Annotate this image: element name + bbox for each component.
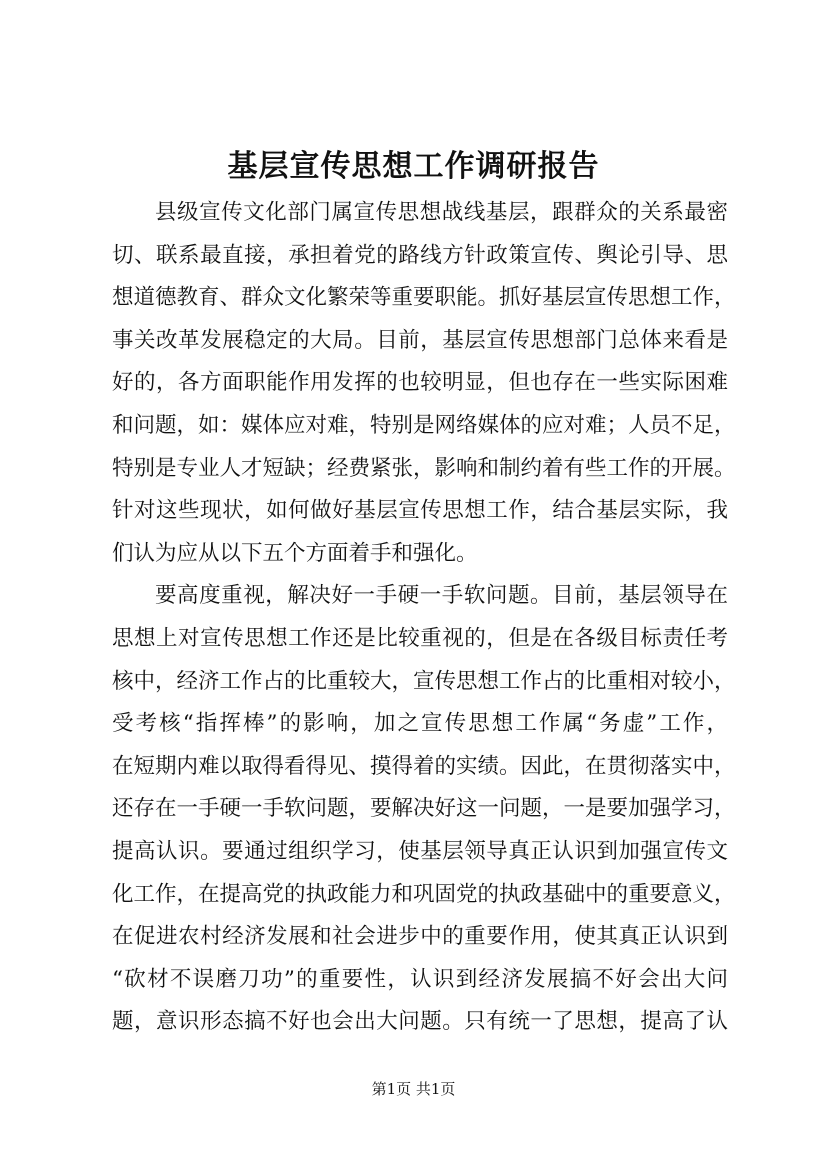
paragraph-2-line-9: 在促进农村经济发展和社会进步中的重要作用，使其真正认识到 — [112, 924, 728, 950]
document-body — [112, 192, 736, 1044]
paragraph-2-line-3: 核中，经济工作占的比重较大，宣传思想工作占的比重相对较小， — [112, 668, 736, 694]
paragraph-2-line-10: “砍材不误磨刀功”的重要性，认识到经济发展搞不好会出大问 — [112, 966, 728, 992]
paragraph-2-line-1: 要高度重视，解决好一手硬一手软问题。目前，基层领导在 — [155, 583, 728, 609]
paragraph-1-line-4: 事关改革发展稳定的大局。目前，基层宣传思想部门总体来看是 — [112, 327, 728, 353]
paragraph-2-line-11: 题，意识形态搞不好也会出大问题。只有统一了思想，提高了认 — [112, 1009, 728, 1035]
paragraph-1-line-5: 好的，各方面职能作用发挥的也较明显，但也存在一些实际困难 — [112, 370, 728, 396]
paragraph-1-line-8: 针对这些现状，如何做好基层宣传思想工作，结合基层实际，我 — [112, 498, 728, 524]
paragraph-1-line-3: 想道德教育、群众文化繁荣等重要职能。抓好基层宣传思想工作， — [112, 285, 736, 311]
paragraph-2-line-4: 受考核“指挥棒”的影响，加之宣传思想工作属“务虚”工作， — [112, 711, 728, 737]
paragraph-2-line-2: 思想上对宣传思想工作还是比较重视的，但是在各级目标责任考 — [112, 625, 728, 651]
paragraph-2-line-7: 提高认识。要通过组织学习，使基层领导真正认识到加强宣传文 — [112, 838, 728, 864]
paragraph-1-line-6: 和问题，如：媒体应对难，特别是网络媒体的应对难；人员不足， — [112, 412, 736, 438]
paragraph-1-line-7: 特别是专业人才短缺；经费紧张，影响和制约着有些工作的开展。 — [112, 455, 736, 481]
paragraph-2-line-5: 在短期内难以取得看得见、摸得着的实绩。因此，在贯彻落实中， — [112, 753, 736, 779]
paragraph-2-line-8: 化工作，在提高党的执政能力和巩固党的执政基础中的重要意义， — [112, 881, 736, 907]
paragraph-1-line-9: 们认为应从以下五个方面着手和强化。 — [112, 540, 478, 566]
paragraph-1-line-2: 切、联系最直接，承担着党的路线方针政策宣传、舆论引导、思 — [112, 242, 728, 268]
paragraph-2-line-6: 还存在一手硬一手软问题，要解决好这一问题，一是要加强学习， — [112, 796, 736, 822]
page-title: 基层宣传思想工作调研报告 — [227, 149, 600, 184]
page-footer: 第1页 共1页 — [371, 1080, 456, 1098]
paragraph-1-line-1: 县级宣传文化部门属宣传思想战线基层，跟群众的关系最密 — [155, 200, 728, 225]
